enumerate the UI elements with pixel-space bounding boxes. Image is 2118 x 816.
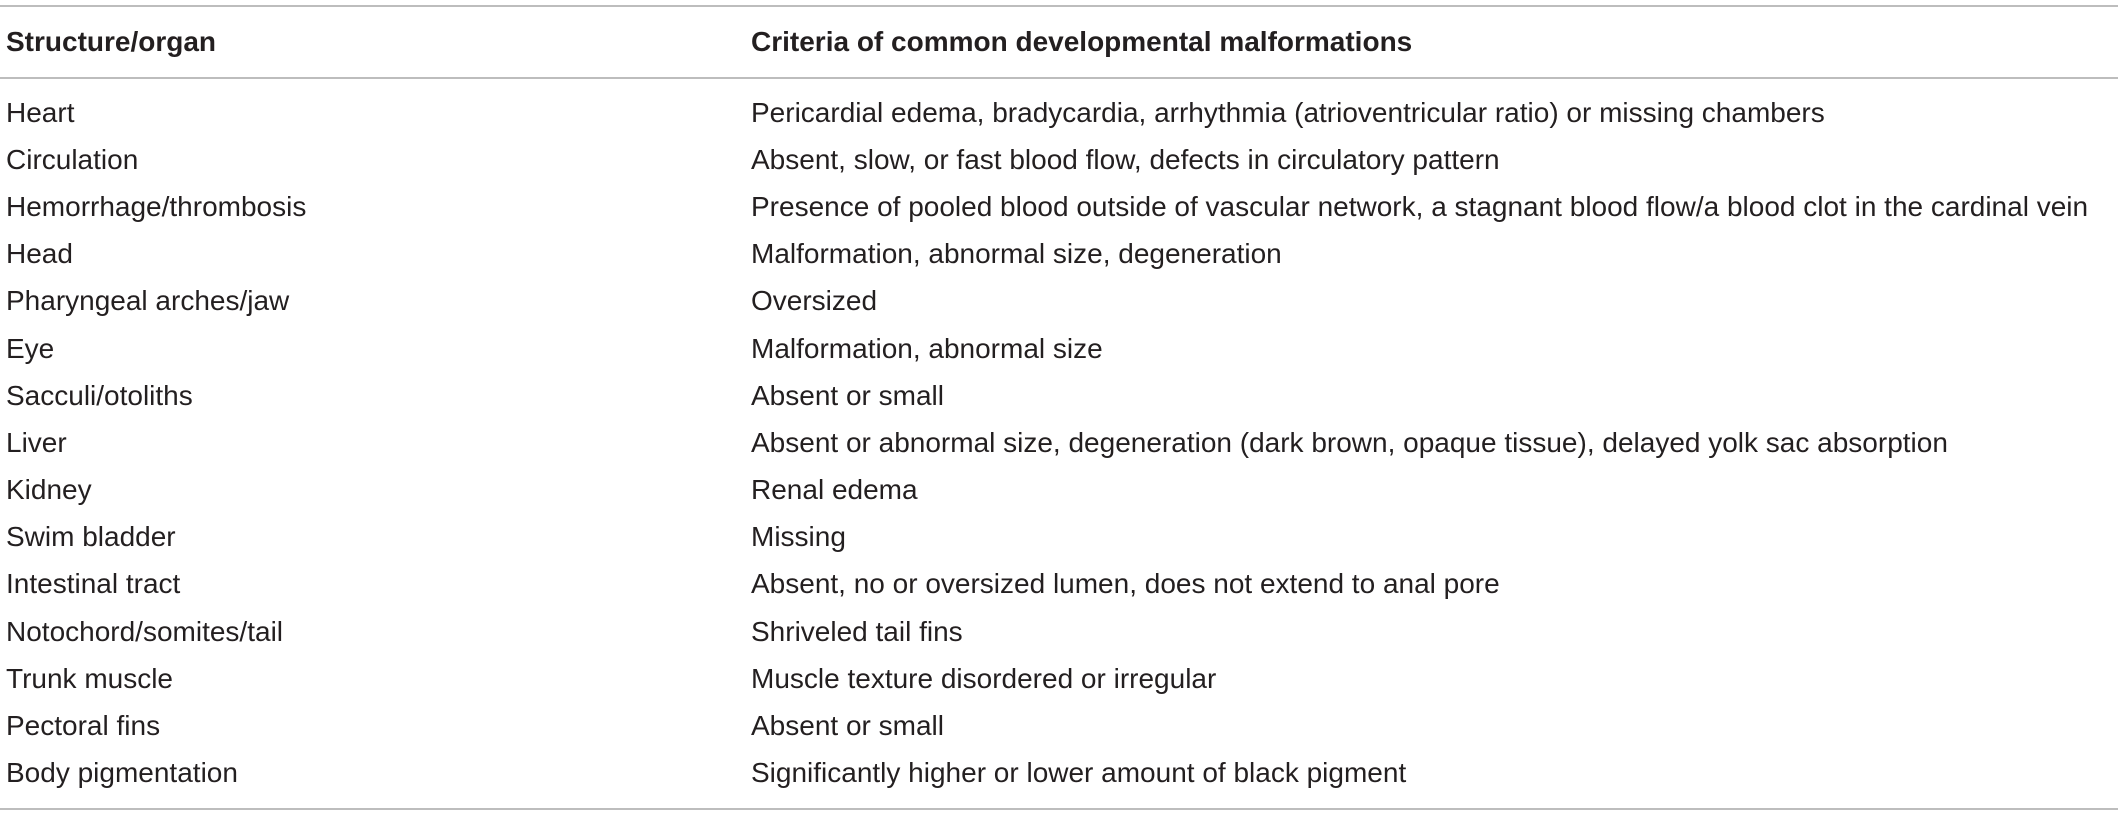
criteria-cell: Missing [751, 521, 846, 553]
table-row [0, 608, 2118, 655]
table-row [0, 278, 2118, 325]
criteria-cell: Absent, slow, or fast blood flow, defects in circulatory pattern [751, 143, 1500, 175]
criteria-cell: Shriveled tail fins [751, 615, 963, 647]
structure-cell: Kidney [6, 474, 92, 506]
table-bottom-rule [0, 808, 2118, 810]
table-row [0, 325, 2118, 372]
structure-cell: Circulation [6, 143, 139, 175]
structure-cell: Liver [6, 426, 67, 458]
structure-cell: Eye [6, 332, 55, 364]
structure-cell: Hemorrhage/thrombosis [6, 190, 307, 222]
table-row [0, 750, 2118, 797]
criteria-cell: Malformation, abnormal size [751, 332, 1103, 364]
table-row [0, 561, 2118, 608]
criteria-cell: Malformation, abnormal size, degeneration [751, 238, 1282, 270]
structure-cell: Intestinal tract [6, 568, 181, 600]
column-header-criteria: Criteria of common developmental malformations [751, 26, 1413, 57]
column-header-structure: Structure/organ [6, 26, 217, 57]
table-row [0, 655, 2118, 702]
criteria-cell: Absent, no or oversized lumen, does not extend to anal pore [751, 568, 1500, 600]
data-table [0, 7, 2118, 797]
table-row [0, 231, 2118, 278]
structure-cell: Pectoral fins [6, 710, 161, 742]
header-row [0, 7, 2118, 77]
table-body [0, 77, 2118, 797]
structure-cell: Sacculi/otoliths [6, 379, 193, 411]
criteria-cell: Absent or abnormal size, degeneration (dark brown, opaque tissue), delayed yolk sac absorption [751, 426, 1948, 458]
criteria-cell: Absent or small [751, 379, 944, 411]
table-row [0, 419, 2118, 466]
structure-cell: Body pigmentation [6, 757, 238, 789]
criteria-cell: Presence of pooled blood outside of vascular network, a stagnant blood flow/a blood clot in the cardinal vein [751, 190, 2089, 222]
criteria-cell: Pericardial edema, bradycardia, arrhythmia (atrioventricular ratio) or missing chambers [751, 96, 1825, 128]
table-row [0, 702, 2118, 749]
structure-cell: Notochord/somites/tail [6, 615, 284, 647]
table-row [0, 514, 2118, 561]
structure-cell: Heart [6, 96, 75, 128]
table-row [0, 183, 2118, 230]
table-row [0, 77, 2118, 136]
criteria-cell: Significantly higher or lower amount of black pigment [751, 757, 1407, 789]
structure-cell: Swim bladder [6, 521, 176, 553]
table-row [0, 372, 2118, 419]
structure-cell: Trunk muscle [6, 662, 174, 694]
criteria-cell: Absent or small [751, 710, 944, 742]
structure-cell: Head [6, 238, 73, 270]
table-row [0, 136, 2118, 183]
criteria-cell: Renal edema [751, 474, 918, 506]
table-row [0, 467, 2118, 514]
criteria-cell: Muscle texture disordered or irregular [751, 662, 1217, 694]
criteria-cell: Oversized [751, 285, 878, 317]
structure-cell: Pharyngeal arches/jaw [6, 285, 290, 317]
